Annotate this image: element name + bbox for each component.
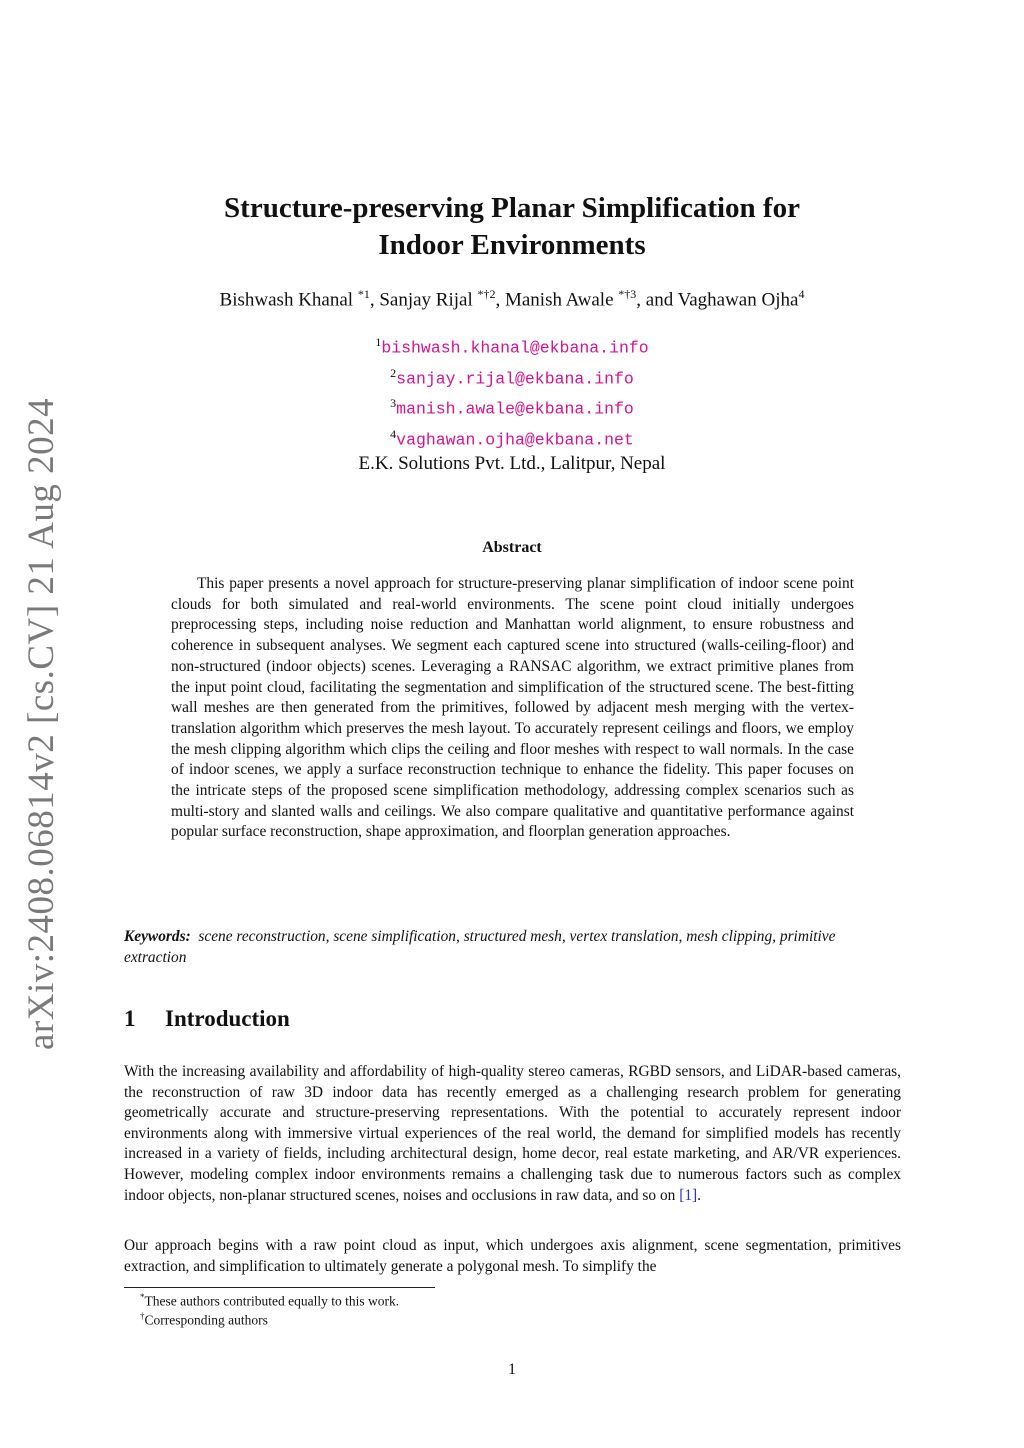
email-link[interactable]: sanjay.rijal@ekbana.info [396,369,634,388]
author-name: Bishwash Khanal [219,289,354,311]
author-list [0,287,1024,311]
author-separator: , [369,289,380,311]
author-name: Manish Awale [504,289,614,311]
footnote-rule [124,1287,435,1288]
section-heading [124,1006,290,1032]
abstract-heading: Abstract [482,539,542,556]
keywords [124,927,901,968]
section-number: 1 [124,1006,136,1031]
footnote-mark: † [140,1311,145,1321]
abstract-text: This paper presents a novel approach for structure-preserving planar simplification of indoor scene point clouds for both simulated and real-world environments. The scene point cloud initially undergoes preprocessing steps, including noise reduction and Manhattan world alignment, to ensure robustness and coherence in subsequent analyses. We segment each captured scene into structured (walls-ceiling-floor) and non-structured (indoor objects) scenes. Leveraging a RANSAC algorithm, we extract primitive planes from the input point cloud, facilitating the segmentation and simplification of the structured scene. The best-fitting wall meshes are then generated from the primitives, followed by adjacent mesh merging with the vertex-translation algorithm which preserves the mesh layout. To accurately represent ceilings and floors, we employ the mesh clipping algorithm which clips the ceiling and floor meshes with respect to wall normals. In the case of indoor scenes, we apply a surface reconstruction technique to enhance the fidelity. This paper focuses on the intricate steps of the proposed scene simplification methodology, addressing complex scenarios such as multi-story and slanted walls and ceilings. We also compare qualitative and quantitative performance against popular surface reconstruction, shape approximation, and floorplan generation approaches. [171,575,854,841]
title-line-2: Indoor Environments [378,229,646,261]
email-list [0,330,1024,476]
author-marks: *†3 [618,287,637,301]
email-link[interactable]: bishwash.khanal@ekbana.info [381,338,649,358]
email-index: 1 [375,335,382,349]
footnote-text: These authors contributed equally to this work. [144,1293,400,1309]
intro-paragraph-2: Our approach begins with a raw point cloud as input, which undergoes axis alignment, scene segmentation, primitives extraction, and simplification to ultimately generate a polygonal mesh. To simplify the [124,1237,901,1275]
email-index: 3 [390,396,397,410]
keywords-label: Keywords: [124,928,191,945]
author-marks: *1 [357,287,370,301]
section-title: Introduction [165,1006,290,1031]
intro-paragraph-1 [124,1062,901,1206]
author-separator: , and [636,289,678,311]
paper-title [0,190,1024,264]
author-separator: , [495,289,505,311]
footnote-mark: * [140,1292,145,1302]
email-link[interactable]: vaghawan.ojha@ekbana.net [396,430,634,449]
keywords-list: scene reconstruction, scene simplification, structured mesh, vertex translation, mesh clipping, primitive extraction [124,928,836,966]
footnote-2 [140,1311,268,1329]
footnote-text: Corresponding authors [144,1312,268,1328]
arxiv-identifier: arXiv:2408.06814v2 [cs.CV] 21 Aug 2024 [21,397,62,1050]
author-name: Sanjay Rijal [379,289,473,311]
footnote-1 [140,1292,399,1310]
paragraph-end: . [697,1186,702,1204]
email-index: 4 [390,426,397,441]
affiliation: E.K. Solutions Pvt. Ltd., Lalitpur, Nepal [358,453,666,474]
title-line-1: Structure-preserving Planar Simplification for [224,192,800,224]
page-number: 1 [508,1361,516,1378]
author-name: Vaghawan Ojha [677,289,799,311]
email-line [0,422,1024,453]
email-index: 2 [390,365,397,380]
paragraph-text: With the increasing availability and affordability of high-quality stereo cameras, RGBD sensors, and LiDAR-based cameras, the reconstruction of raw 3D indoor data has recently emerged as a challenging research problem for generating geometrically accurate and structure-preserving representations. With the potential to accurately represent indoor environments along with immersive virtual experiences of the real world, the demand for simplified models has recently increased in a variety of fields, including architectural design, home decor, real estate marketing, and AR/VR experiences. However, modeling complex indoor environments remains a challenging task due to numerous factors such as complex indoor objects, non-planar structured scenes, noises and occlusions in raw data, and so on [124,1063,901,1204]
author-marks: *†2 [477,287,496,301]
email-line [0,330,1024,361]
author-marks: 4 [798,287,805,301]
email-line [0,361,1024,392]
email-link[interactable]: manish.awale@ekbana.info [396,399,634,419]
citation-link[interactable]: [1] [679,1186,698,1204]
email-line [0,391,1024,422]
